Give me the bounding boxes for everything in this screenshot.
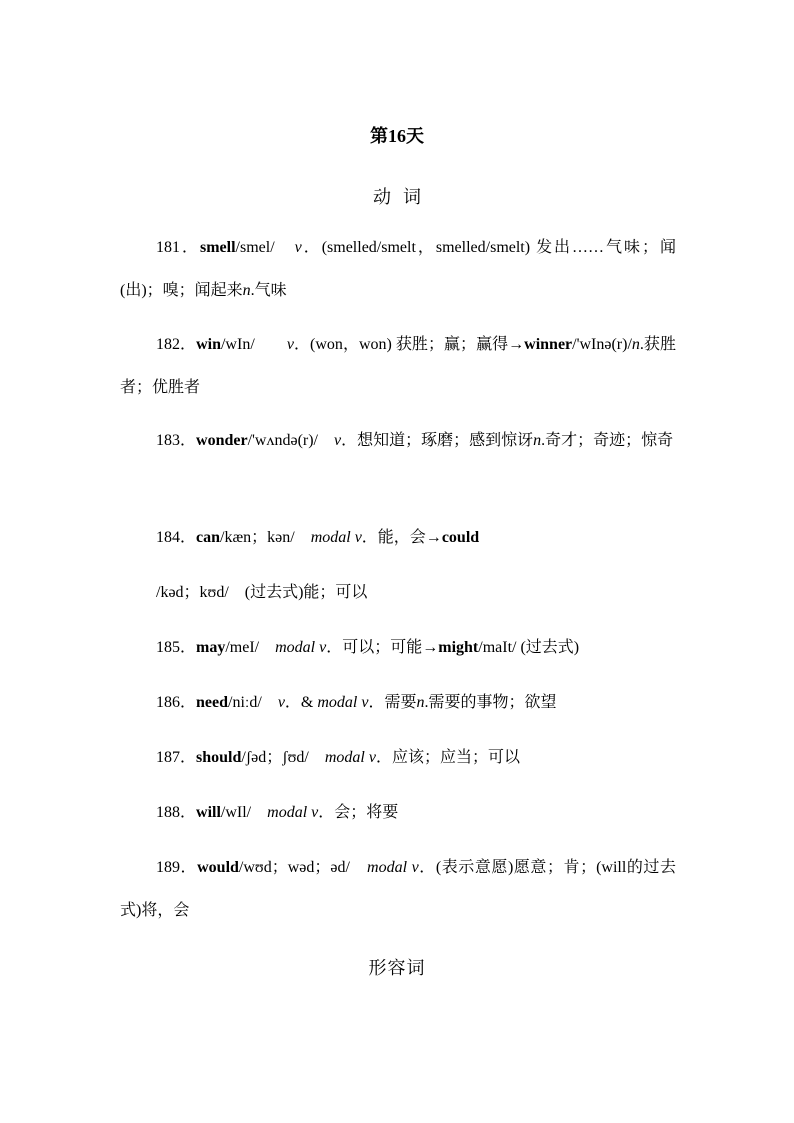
vocab-entry-184 — [120, 516, 676, 559]
vocab-entry-187 — [120, 736, 676, 779]
phonetic: /meI/ — [225, 639, 276, 656]
headword: may — [196, 639, 226, 656]
definition: .获胜者；优胜者 — [120, 336, 676, 396]
entry-number: 188． — [156, 804, 197, 821]
headword: win — [196, 336, 221, 353]
definition: ．应该；应当；可以 — [375, 749, 520, 766]
phonetic: /smel/ — [235, 239, 295, 256]
headword: should — [196, 749, 242, 766]
entry-number: 183． — [156, 432, 197, 449]
definition: ．能，会→ — [361, 529, 442, 546]
vocab-entry-188 — [120, 791, 676, 834]
part-of-speech: modal v — [324, 749, 376, 766]
definition: /kəd；kʊd/ (过去式)能；可以 — [156, 584, 368, 601]
part-of-speech: n — [631, 336, 640, 353]
page-title: 第16天 — [370, 126, 424, 146]
headword: need — [196, 694, 229, 711]
part-of-speech: v — [334, 432, 342, 449]
phonetic: /wIl/ — [220, 804, 268, 821]
vocab-entry-183 — [120, 419, 676, 462]
vocab-entry-185 — [120, 626, 676, 669]
part-of-speech: modal v — [317, 694, 369, 711]
phonetic: /wIn/ — [220, 336, 287, 353]
definition: ．想知道；琢磨；感到惊讶 — [341, 432, 534, 449]
entry-number: 187． — [156, 749, 197, 766]
definition: ．& — [284, 694, 318, 711]
vocab-entry-186 — [120, 681, 676, 724]
part-of-speech: modal v — [367, 859, 419, 876]
headword: wonder — [196, 432, 248, 449]
part-of-speech: n — [533, 432, 542, 449]
definition: .奇才；奇迹；惊奇 — [541, 432, 674, 449]
phonetic: /niːd/ — [228, 694, 278, 711]
phonetic: /ʃəd；ʃʊd/ — [241, 749, 325, 766]
phonetic: /'wʌndə(r)/ — [247, 432, 334, 449]
vocab-entry-184-continuation — [120, 571, 676, 614]
derived-word: winner — [524, 336, 573, 353]
part-of-speech: modal v — [275, 639, 327, 656]
part-of-speech: v — [286, 336, 294, 353]
part-of-speech: modal v — [267, 804, 319, 821]
headword: will — [196, 804, 221, 821]
entry-number: 189． — [156, 859, 198, 876]
definition: /maIt/ (过去式) — [478, 639, 580, 656]
entry-number: 186． — [156, 694, 197, 711]
definition: ．(表示意愿)愿意；肯；(will的过去式)将，会 — [120, 859, 676, 919]
entry-number: 184． — [156, 529, 197, 546]
headword: can — [196, 529, 221, 546]
headword: would — [197, 859, 239, 876]
vocab-entry-182 — [120, 323, 676, 409]
definition: ．需要 — [368, 694, 417, 711]
entry-number: 181． — [156, 239, 200, 256]
entry-number: 182． — [156, 336, 197, 353]
section-heading-verbs: 动词 — [373, 187, 433, 207]
definition: ．会；将要 — [318, 804, 399, 821]
definition: ．(smelled/smelt，smelled/smelt) 发出……气味；闻(出)；嗅；闻起来 — [120, 239, 676, 299]
phonetic: /'wInə(r)/ — [572, 336, 632, 353]
entry-number: 185． — [156, 639, 197, 656]
part-of-speech: v — [294, 239, 302, 256]
definition: .气味 — [250, 282, 287, 299]
headword: smell — [199, 239, 236, 256]
section-heading-adjectives: 形容词 — [368, 958, 426, 978]
part-of-speech: modal v — [310, 529, 362, 546]
definition: ．可以；可能→ — [326, 639, 439, 656]
part-of-speech: v — [277, 694, 285, 711]
phonetic: /kæn；kən/ — [220, 529, 311, 546]
part-of-speech: n — [416, 694, 425, 711]
vocab-entry-181 — [120, 226, 676, 312]
derived-word: might — [438, 639, 479, 656]
definition: .需要的事物；欲望 — [424, 694, 557, 711]
derived-word: could — [441, 529, 480, 546]
phonetic: /wʊd；wəd；əd/ — [238, 859, 368, 876]
vocab-entry-189 — [120, 846, 676, 932]
part-of-speech: n — [242, 282, 251, 299]
definition: ．(won，won) 获胜；赢；赢得→ — [293, 336, 525, 353]
